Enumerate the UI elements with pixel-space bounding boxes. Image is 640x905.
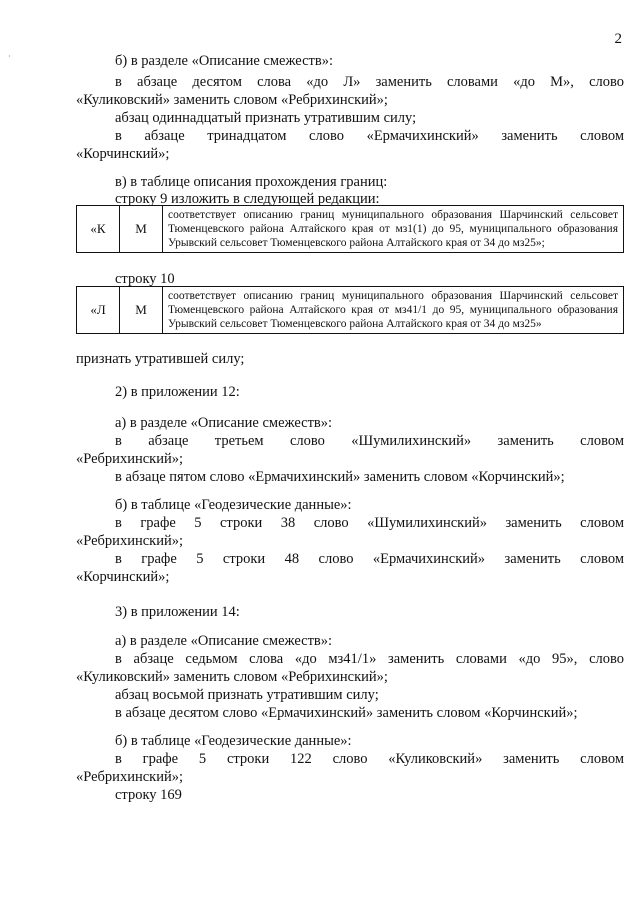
boundary-table-row-9 [76,205,624,253]
section-b-heading: б) в разделе «Описание смежеств»: [115,53,334,69]
row-9-col-1: «К [77,206,120,253]
appendix-14-a-line-2: «Куликовский» заменить словом «Ребрихинский»; [76,669,388,685]
appendix-14-b-line-2: «Ребрихинский»; [76,769,183,785]
appendix-12-a-heading: а) в разделе «Описание смежеств»: [115,415,333,431]
row-10-col-1: «Л [77,287,120,334]
appendix-12-b-heading: б) в таблице «Геодезические данные»: [115,497,352,513]
row-9-col-2: М [120,206,163,253]
row-10-label: строку 10 [115,271,175,287]
appendix-12-b-line-3: в графе 5 строки 48 слово «Ермачихинский» заменить словом [115,551,624,567]
appendix-14-a-heading: а) в разделе «Описание смежеств»: [115,633,333,649]
appendix-14-a-line-4: в абзаце десятом слово «Ермачихинский» заменить словом «Корчинский»; [115,705,578,721]
appendix-14-b-heading: б) в таблице «Геодезические данные»: [115,733,352,749]
row-9-col-3: соответствует описанию границ муниципального образования Шарчинский сельсовет Тюменцевского района Алтайского края от мз1(1) до 95, муниципального образования Урывский сельсовет Тюменцевского района Алтайского края от 34 до мз25»; [163,206,624,253]
margin-mark: · [8,52,11,61]
section-b-line-4: в абзаце тринадцатом слово «Ермачихинский» заменить словом [115,128,624,144]
section-b-line-5: «Корчинский»; [76,146,170,162]
appendix-14-a-line-3: абзац восьмой признать утратившим силу; [115,687,379,703]
appendix-12-b-line-1: в графе 5 строки 38 слово «Шумилихинский» заменить словом [115,515,624,531]
row-10-col-2: М [120,287,163,334]
appendix-14-b-line-3: строку 169 [115,787,182,803]
section-v-heading: в) в таблице описания прохождения границ: [115,174,388,190]
appendix-14-b-line-1: в графе 5 строки 122 слово «Куликовский» заменить словом [115,751,624,767]
page-number: 2 [614,31,622,47]
appendix-12-a-line-2: «Ребрихинский»; [76,451,183,467]
appendix-12-a-line-3: в абзаце пятом слово «Ермачихинский» заменить словом «Корчинский»; [115,469,565,485]
section-v-line-1: строку 9 изложить в следующей редакции: [115,191,380,207]
appendix-14-a-line-1: в абзаце седьмом слова «до мз41/1» заменить словами «до 95», слово [115,651,624,667]
section-b-line-1: в абзаце десятом слова «до Л» заменить словами «до М», слово [115,74,624,90]
section-b-line-2: «Куликовский» заменить словом «Ребрихинский»; [76,92,388,108]
appendix-12-heading: 2) в приложении 12: [115,384,240,400]
appendix-14-heading: 3) в приложении 14: [115,604,240,620]
after-table-text: признать утратившей силу; [76,351,245,367]
boundary-table-row-10 [76,286,624,334]
section-b-line-3: абзац одиннадцатый признать утратившим силу; [115,110,417,126]
appendix-12-a-line-1: в абзаце третьем слово «Шумилихинский» заменить словом [115,433,624,449]
appendix-12-b-line-2: «Ребрихинский»; [76,533,183,549]
appendix-12-b-line-4: «Корчинский»; [76,569,170,585]
row-10-col-3: соответствует описанию границ муниципального образования Шарчинский сельсовет Тюменцевского района Алтайского края от мз41/1 до 95, муниципального образования Урывский сельсовет Тюменцевского района Алтайского края от 34 до мз25» [163,287,624,334]
